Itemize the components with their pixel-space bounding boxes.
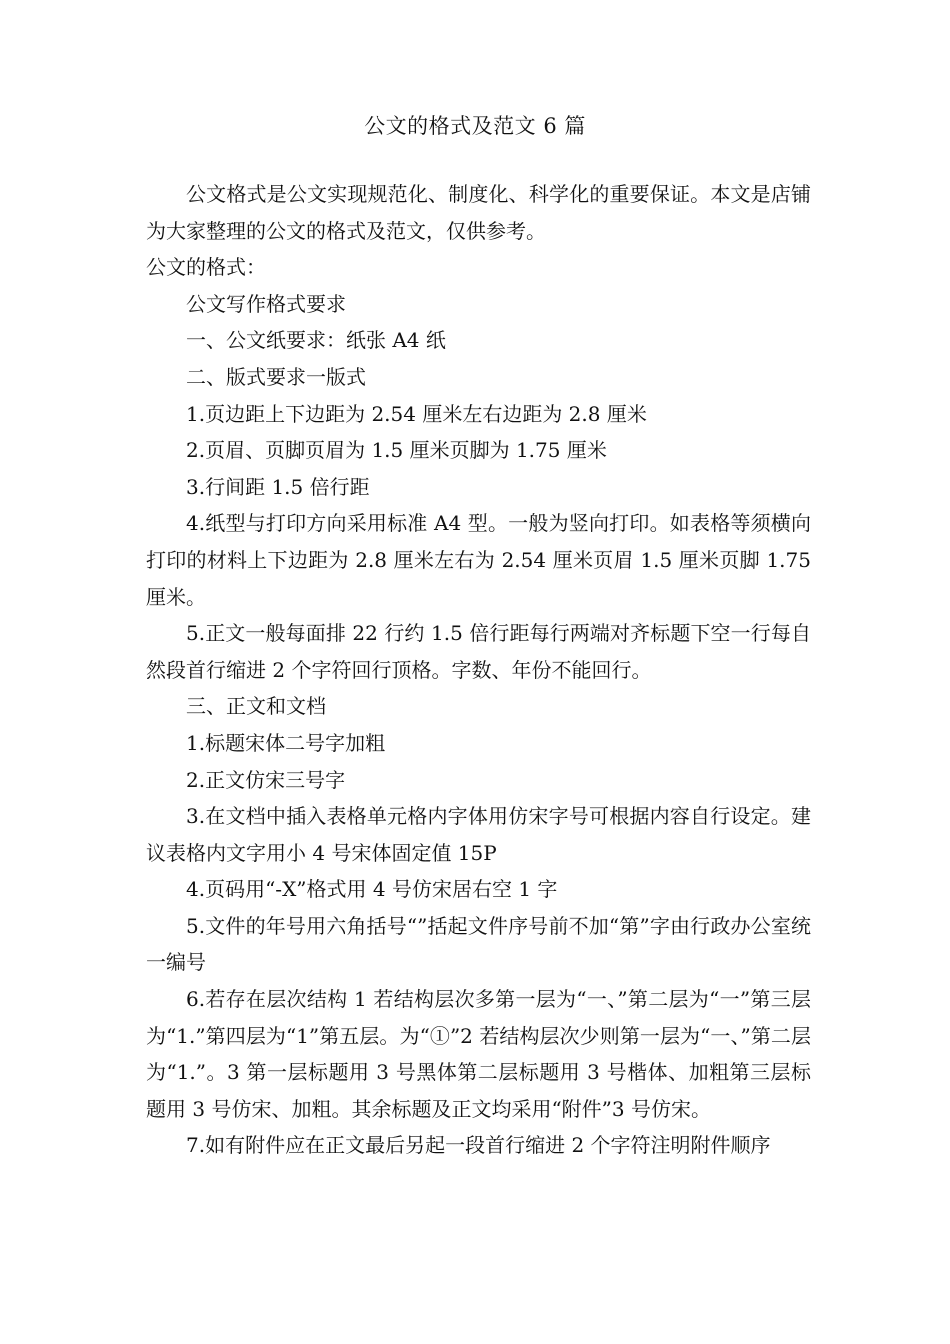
paragraph: 2.正文仿宋三号字 — [186, 767, 346, 792]
document-body — [146, 176, 811, 1164]
paragraph: 7.如有附件应在正文最后另起一段首行缩进 2 个字符注明附件顺序 — [186, 1133, 771, 1158]
paragraph: 3.在文档中插入表格单元格内字体用仿宋字号可根据内容自行设定。建议表格内文字用小 4 号宋体固定值 15P — [146, 804, 811, 865]
paragraph: 4.页码用“-X”格式用 4 号仿宋居右空 1 字 — [186, 877, 558, 902]
paragraph: 4.纸型与打印方向采用标准 A4 型。一般为竖向打印。如表格等须横向打印的材料上下边距为 2.8 厘米左右为 2.54 厘米页眉 1.5 厘米页脚 1.75 厘米。 — [146, 511, 811, 609]
paragraph: 三、正文和文档 — [186, 694, 326, 719]
paragraph: 5.正文一般每面排 22 行约 1.5 倍行距每行两端对齐标题下空一行每自然段首行缩进 2 个字符回行顶格。字数、年份不能回行。 — [146, 621, 811, 682]
paragraph: 1.标题宋体二号字加粗 — [186, 730, 386, 755]
paragraph: 5.文件的年号用六角括号“”括起文件序号前不加“第”字由行政办公室统一编号 — [146, 913, 811, 975]
paragraph: 6.若存在层次结构 1 若结构层次多第一层为“一、”第二层为“一”第三层为“1.”第四层为“1”第五层。为“①”2 若结构层次少则第一层为“一、”第二层为“1.”。3 第一层标题用 3 号黑体第二层标题用 3 号楷体、加粗第三层标题用 3 号仿宋、加粗。其余标题及正文均采用“附件”3 号仿宋。 — [146, 987, 811, 1121]
paragraph: 公文格式是公文实现规范化、制度化、科学化的重要保证。本文是店铺为大家整理的公文的格式及范文，仅供参考。 — [146, 182, 811, 243]
paragraph: 一、公文纸要求：纸张 A4 纸 — [186, 328, 446, 353]
paragraph: 2.页眉、页脚页眉为 1.5 厘米页脚为 1.75 厘米 — [186, 438, 607, 463]
paragraph: 1.页边距上下边距为 2.54 厘米左右边距为 2.8 厘米 — [186, 401, 647, 426]
paragraph: 3.行间距 1.5 倍行距 — [186, 474, 370, 499]
paragraph: 二、版式要求一版式 — [186, 364, 366, 389]
paragraph: 公文写作格式要求 — [186, 291, 346, 316]
section-heading: 公文的格式： — [146, 255, 266, 280]
document-title: 公文的格式及范文 6 篇 — [364, 114, 586, 138]
